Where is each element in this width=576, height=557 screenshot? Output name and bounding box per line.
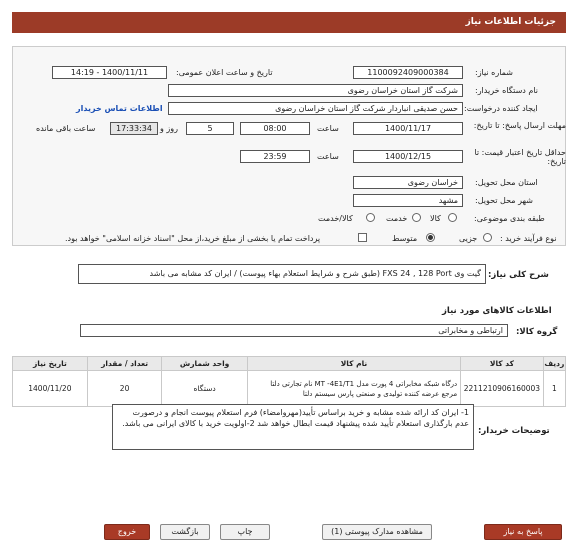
- col-index: ردیف: [543, 357, 565, 371]
- table-row: [13, 371, 566, 407]
- row-unit: دستگاه: [162, 371, 247, 407]
- goods-section-title: اطلاعات کالاهای مورد نیاز: [442, 306, 552, 316]
- row-name-line2: مرجع عرضه کننده تولیدی و صنعتی پارس سیستم دلتا: [302, 389, 458, 398]
- creator-field: حسن صدیقی انباردار شرکت گاز استان خراسان رضوی: [168, 102, 463, 115]
- remaining-time-field: 17:33:34: [110, 122, 158, 135]
- province-field: خراسان رضوی: [353, 176, 463, 189]
- announce-label: تاریخ و ساعت اعلان عمومی:: [176, 68, 273, 77]
- city-field: مشهد: [353, 194, 463, 207]
- summary-label: شرح کلی نیاز:: [488, 270, 549, 280]
- category-service-radio[interactable]: [412, 213, 421, 222]
- deadline-time-field: 08:00: [240, 122, 310, 135]
- buyer-label: نام دستگاه خریدار:: [475, 86, 538, 95]
- row-name-line1: درگاه شبکه مخابراتی 4 پورت مدل MT -4E1/T1 نام تجارتی دلتا: [270, 379, 458, 388]
- validity-time-label: ساعت: [317, 152, 339, 161]
- process-medium-label: متوسط: [392, 234, 418, 243]
- treasury-payment-text: پرداخت تمام یا بخشی از مبلغ خرید،از محل "اسناد خزانه اسلامی" خواهد بود.: [65, 234, 321, 243]
- category-goods-radio[interactable]: [448, 213, 457, 222]
- back-button[interactable]: بازگشت: [160, 524, 210, 540]
- days-label: روز و: [160, 124, 178, 133]
- col-code: کد کالا: [461, 357, 544, 371]
- deadline-label: مهلت ارسال پاسخ: تا تاریخ:: [473, 121, 566, 130]
- attachments-button[interactable]: مشاهده مدارک پیوستی (1): [322, 524, 432, 540]
- remaining-label: ساعت باقی مانده: [36, 124, 96, 133]
- col-date: تاریخ نیاز: [13, 357, 88, 371]
- process-label: نوع فرآیند خرید :: [500, 234, 557, 243]
- need-number-label: شماره نیاز:: [475, 68, 513, 77]
- category-service-label: خدمت: [386, 214, 408, 223]
- creator-label: ایجاد کننده درخواست:: [464, 104, 538, 113]
- row-index: 1: [543, 371, 565, 407]
- reply-button[interactable]: پاسخ به نیاز: [484, 524, 562, 540]
- goods-table: [12, 356, 566, 407]
- buyer-contact-link[interactable]: اطلاعات تماس خریدار: [76, 104, 163, 113]
- row-date: 1400/11/20: [13, 371, 88, 407]
- window-title: جزئیات اطلاعات نیاز: [12, 12, 566, 33]
- validity-label: حداقل تاریخ اعتبار قیمت: تا تاریخ:: [474, 148, 566, 166]
- category-goods-label: کالا: [430, 214, 441, 223]
- announce-field: 1400/11/11 - 14:19: [52, 66, 167, 79]
- province-label: استان محل تحویل:: [475, 178, 538, 187]
- row-qty: 20: [87, 371, 162, 407]
- city-label: شهر محل تحویل:: [475, 196, 533, 205]
- deadline-time-label: ساعت: [317, 124, 339, 133]
- goods-table-header: [13, 357, 566, 371]
- col-qty: تعداد / مقدار: [87, 357, 162, 371]
- validity-date-field: 1400/12/15: [353, 150, 463, 163]
- validity-time-field: 23:59: [240, 150, 310, 163]
- exit-button[interactable]: خروج: [104, 524, 150, 540]
- buyer-field: شرکت گاز استان خراسان رضوی: [168, 84, 463, 97]
- category-goods-service-label: کالا/خدمت: [318, 214, 353, 223]
- print-button[interactable]: چاپ: [220, 524, 270, 540]
- col-unit: واحد شمارش: [162, 357, 247, 371]
- notes-label: توضیحات خریدار:: [478, 426, 550, 436]
- process-partial-label: جزیی: [459, 234, 478, 243]
- summary-field: گیت وی FXS 24 , 128 Port (طبق شرح و شرایط استعلام بهاء پیوست) / ایران کد مشابه می باشد: [78, 264, 486, 284]
- process-medium-radio[interactable]: [426, 233, 435, 242]
- category-label: طبقه بندی موضوعی:: [474, 214, 545, 223]
- need-number-field: 1100092409000384: [353, 66, 463, 79]
- notes-field: 1- ایران کد ارائه شده مشابه و خرید براساس تأیید(مهروامضاء) فرم استعلام پیوست انجام و درصورت عدم بارگذاری استعلام تأیید شده پیشنهاد قیمت ابطال خواهد شد 2-اولویت خرید با کالای ایرانی می باشد.: [112, 404, 474, 450]
- row-name: [247, 371, 460, 407]
- col-name: نام کالا: [247, 357, 460, 371]
- remaining-days-field: 5: [186, 122, 234, 135]
- category-goods-service-radio[interactable]: [366, 213, 375, 222]
- treasury-payment-checkbox[interactable]: [358, 233, 367, 242]
- goods-group-label: گروه کالا:: [516, 327, 558, 337]
- row-code: 2211210906160003: [461, 371, 544, 407]
- goods-group-field: ارتباطی و مخابراتی: [80, 324, 508, 337]
- process-partial-radio[interactable]: [483, 233, 492, 242]
- deadline-date-field: 1400/11/17: [353, 122, 463, 135]
